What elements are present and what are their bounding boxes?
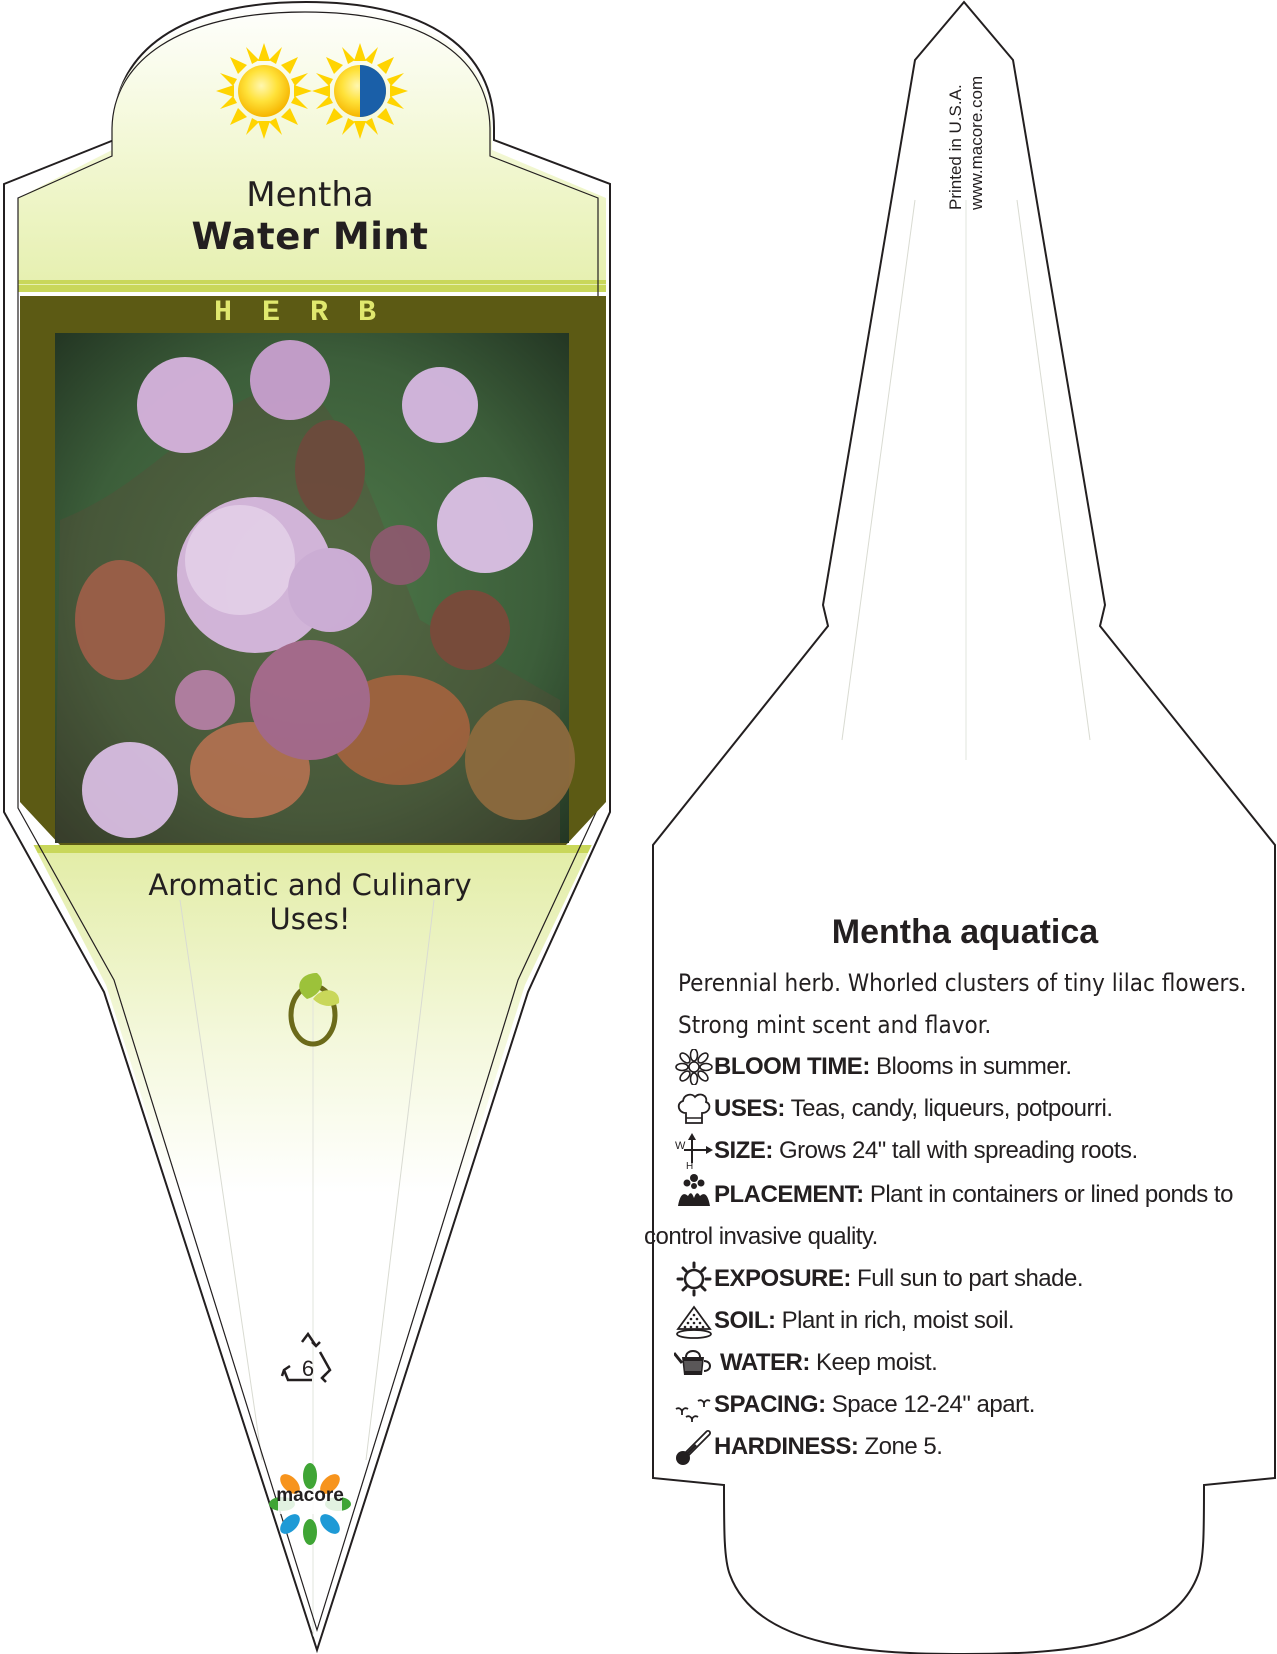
care-row-placement (644, 1172, 1250, 1258)
thermometer-icon (674, 1429, 714, 1465)
svg-text:W: W (675, 1140, 686, 1152)
full-sun-icon (216, 43, 312, 139)
care-row-bloom-time (678, 1046, 1250, 1088)
recycle-number: 6 (301, 1356, 315, 1381)
placement-icon (674, 1172, 714, 1208)
bloom-time-icon (674, 1049, 714, 1085)
tagline-line-2: Uses! (269, 902, 351, 936)
bloom-time-text: Blooms in summer. (869, 1053, 1072, 1080)
description-line-1: Perennial herb. Whorled clusters of tiny lilac flowers. (678, 969, 1247, 997)
care-row-hardiness (678, 1426, 1250, 1468)
size-label: SIZE: (714, 1137, 773, 1164)
care-row-spacing (678, 1384, 1250, 1426)
genus-name: Mentha (246, 175, 374, 215)
size-wh-icon (674, 1133, 714, 1169)
description (678, 962, 1250, 1046)
placement-text-cont: control invasive quality. (644, 1223, 878, 1250)
bloom-time-label: BLOOM TIME: (714, 1053, 870, 1080)
scientific-name: Mentha aquatica (831, 913, 1099, 951)
printed-in: Printed in U.S.A. (946, 84, 965, 210)
tagline-line-1: Aromatic and Culinary (148, 868, 472, 902)
printer-info (945, 76, 987, 210)
common-name: Water Mint (191, 215, 429, 258)
care-instructions (644, 962, 1250, 1468)
soil-icon (674, 1303, 714, 1339)
care-row-size (675, 1130, 1250, 1172)
exposure-sun-icon (674, 1261, 714, 1297)
part-shade-icon (312, 43, 408, 139)
uses-text: Teas, candy, liqueurs, potpourri. (784, 1095, 1113, 1122)
brand-name: macore (276, 1485, 344, 1506)
care-row-soil (678, 1300, 1250, 1342)
water-text: Keep moist. (809, 1349, 938, 1376)
care-row-water (678, 1342, 1250, 1384)
care-row-exposure (678, 1258, 1250, 1300)
exposure-label: EXPOSURE: (714, 1265, 851, 1292)
soil-label: SOIL: (714, 1307, 776, 1334)
tagline (120, 868, 500, 936)
spacing-text: Space 12-24" apart. (825, 1391, 1035, 1418)
placement-text: Plant in containers or lined ponds to (863, 1181, 1233, 1208)
water-label: WATER: (720, 1349, 810, 1376)
care-row-uses (678, 1088, 1250, 1130)
svg-text:H: H (686, 1161, 694, 1169)
spacing-label: SPACING: (714, 1391, 826, 1418)
watering-can-icon (674, 1345, 714, 1381)
hardiness-text: Zone 5. (858, 1433, 943, 1460)
website: www.macore.com (967, 75, 986, 210)
exposure-text: Full sun to part shade. (850, 1265, 1084, 1292)
placement-label: PLACEMENT: (714, 1181, 864, 1208)
description-line-2: Strong mint scent and flavor. (678, 1011, 992, 1039)
soil-text: Plant in rich, moist soil. (775, 1307, 1015, 1334)
hardiness-label: HARDINESS: (714, 1433, 859, 1460)
chef-hat-icon (674, 1091, 714, 1127)
category-label: HERB (213, 296, 406, 330)
uses-label: USES: (714, 1095, 785, 1122)
size-text: Grows 24" tall with spreading roots. (772, 1137, 1138, 1164)
spacing-icon (674, 1387, 714, 1423)
